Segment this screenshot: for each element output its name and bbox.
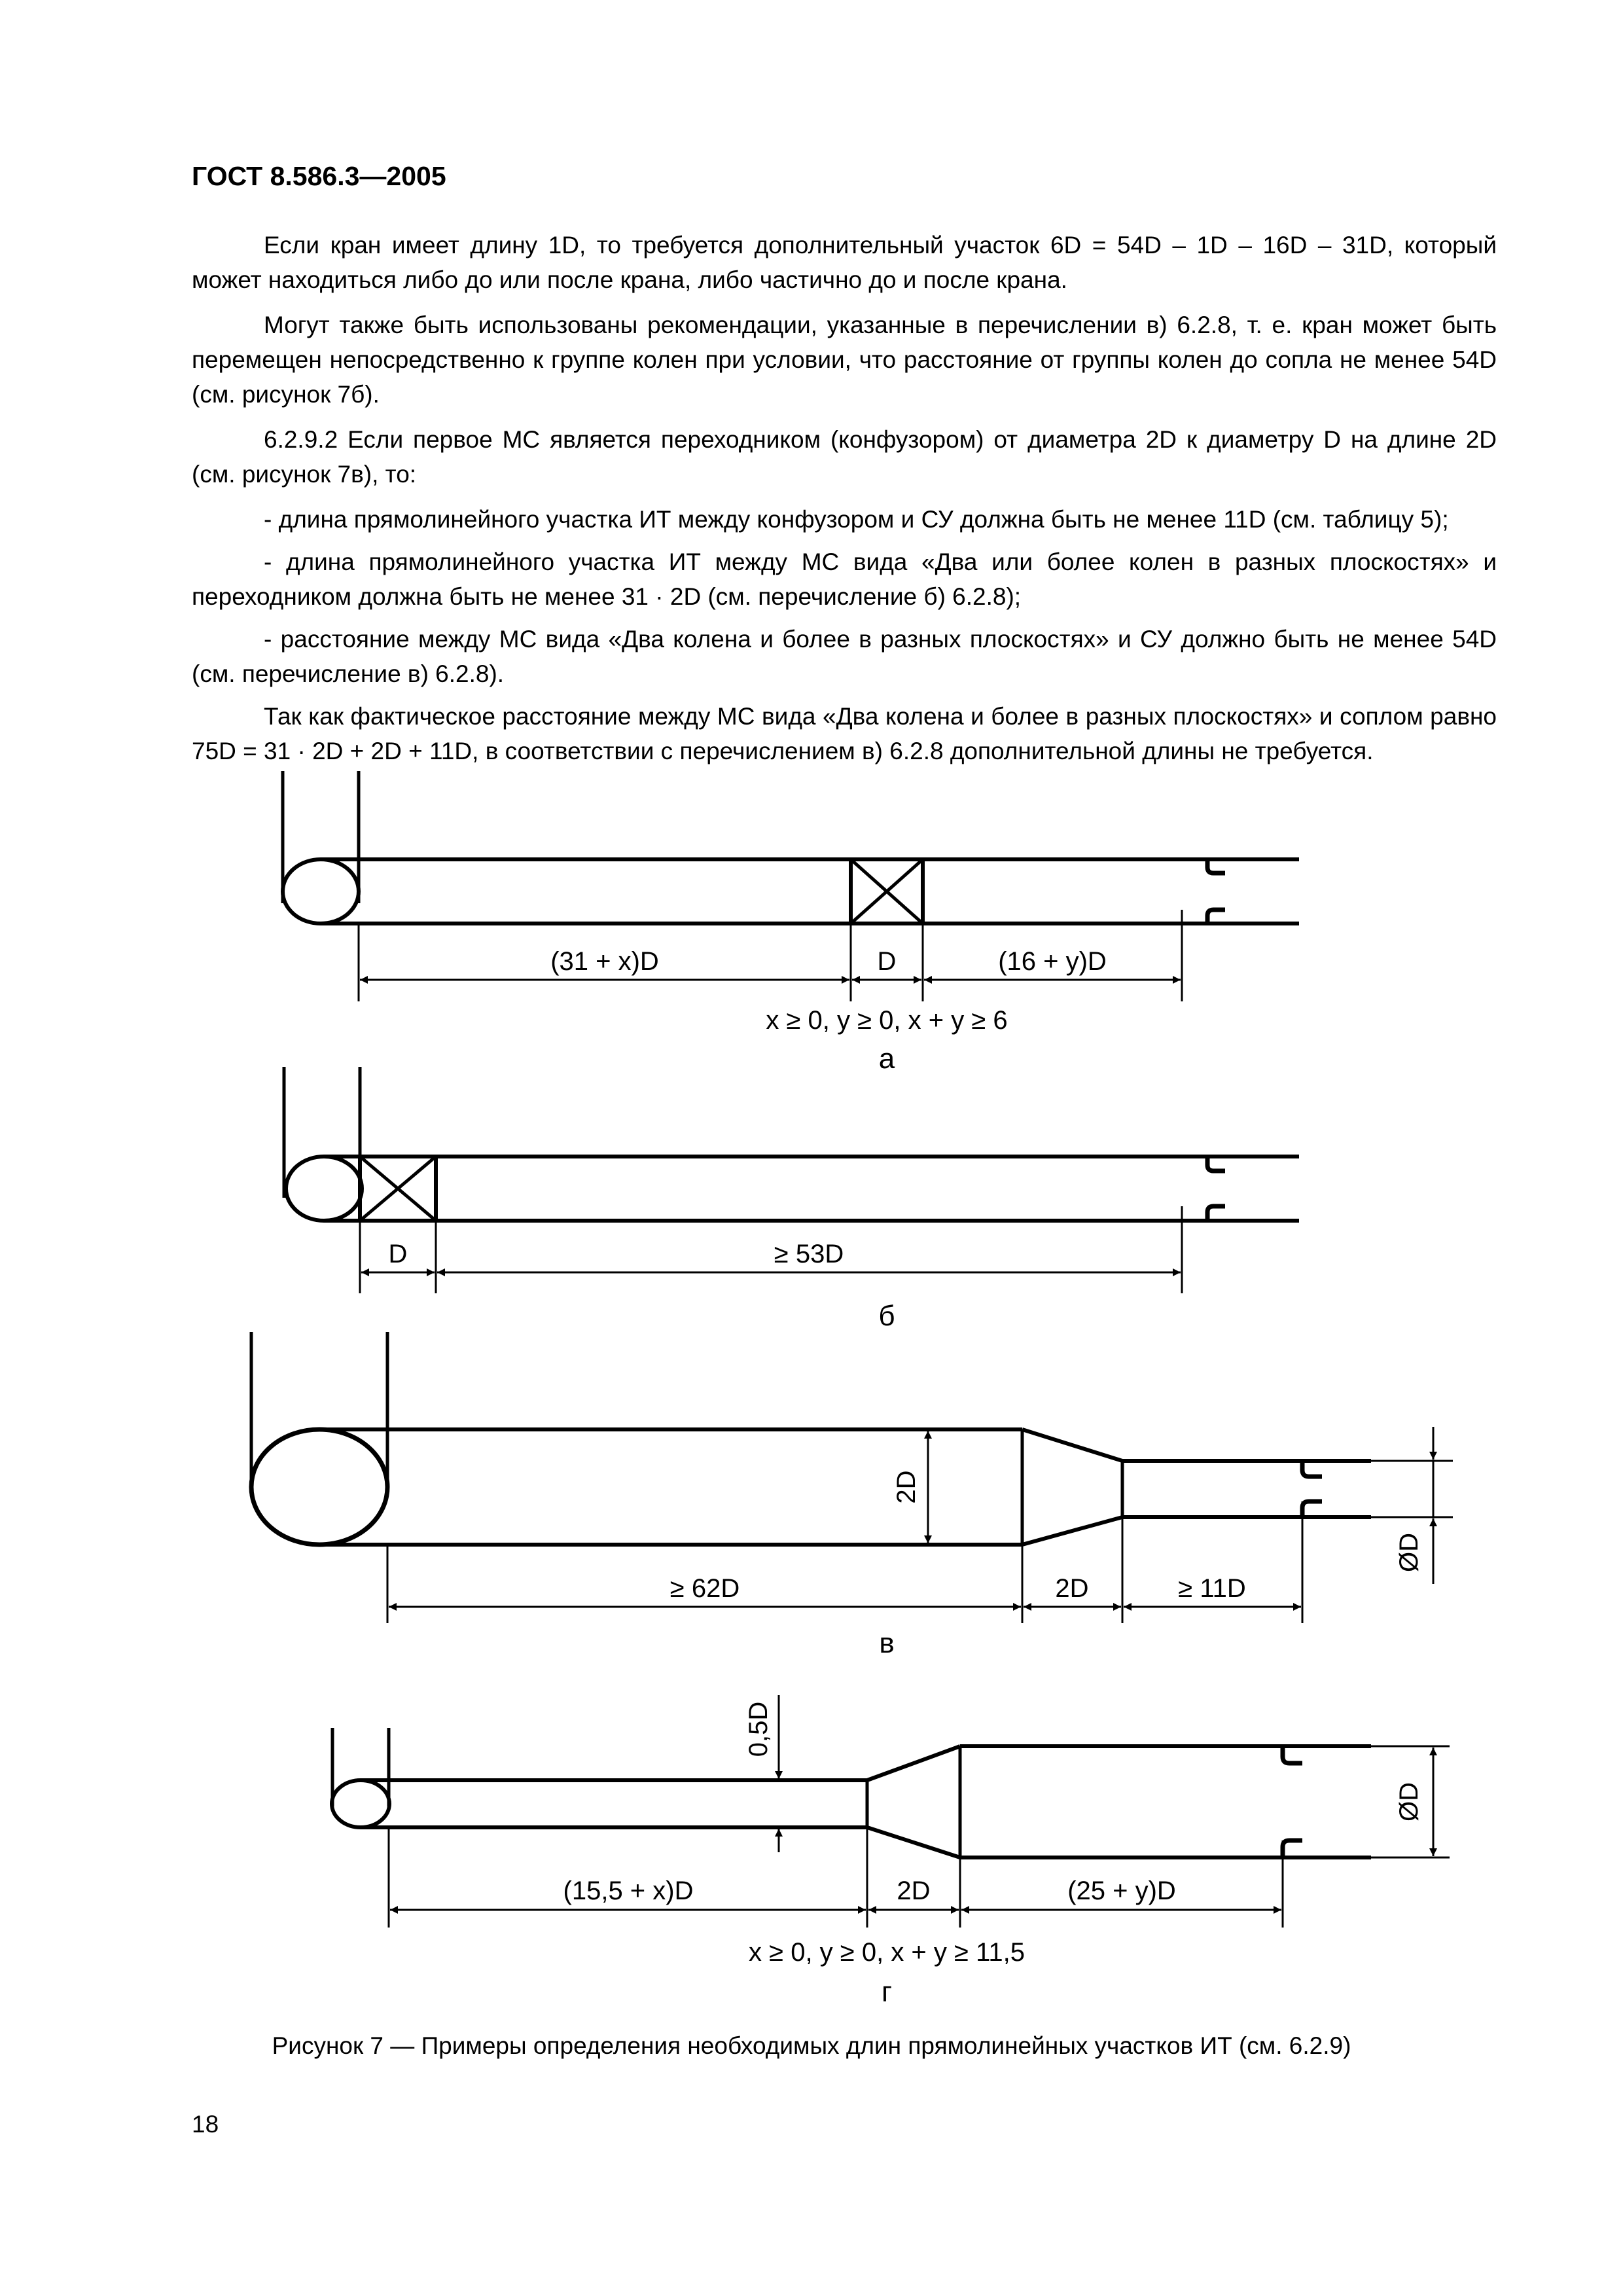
dim-a-1: (31 + x)D bbox=[550, 947, 659, 976]
dim-v-2: 2D bbox=[1055, 1574, 1089, 1603]
dim-g-3: (25 + y)D bbox=[1067, 1876, 1176, 1905]
dim-a-2: D bbox=[877, 947, 897, 976]
diagram-g bbox=[332, 1695, 1450, 1928]
diagram-v bbox=[251, 1332, 1453, 1623]
diameter-v-large: 2D bbox=[892, 1470, 921, 1504]
paragraph: Так как фактическое расстояние между МС вида «Два колена и более в разных плоскостях» и соплом равно 75D = 31 · 2D + 2D + 11D, в соответствии с перечислением в) 6.2.8 дополнительной длины не требуется. bbox=[192, 703, 1497, 764]
document-header: ГОСТ 8.586.3—2005 bbox=[192, 161, 446, 191]
diameter-g-large: ØD bbox=[1395, 1782, 1423, 1821]
list-item: - длина прямолинейного участка ИТ между конфузором и СУ должна быть не менее 11D (см. таблицу 5); bbox=[264, 506, 1449, 533]
label-a: а bbox=[878, 1043, 895, 1075]
dim-b-2: ≥ 53D bbox=[774, 1240, 844, 1268]
figure-caption: Рисунок 7 — Примеры определения необходимых длин прямолинейных участков ИТ (см. 6.2.9) bbox=[272, 2032, 1351, 2059]
condition-a: x ≥ 0, y ≥ 0, x + y ≥ 6 bbox=[766, 1006, 1008, 1035]
list-item: - расстояние между МС вида «Два колена и более в разных плоскостях» и СУ должно быть не менее 54D (см. перечисление в) 6.2.8). bbox=[192, 626, 1497, 687]
label-b: б bbox=[878, 1300, 895, 1332]
dim-b-1: D bbox=[388, 1240, 408, 1268]
dim-g-1: (15,5 + x)D bbox=[563, 1876, 694, 1905]
diameter-v-small: ØD bbox=[1395, 1533, 1423, 1572]
condition-g: x ≥ 0, y ≥ 0, x + y ≥ 11,5 bbox=[749, 1938, 1025, 1967]
dim-v-1: ≥ 62D bbox=[669, 1574, 740, 1603]
list-item: - длина прямолинейного участка ИТ между МС вида «Два или более колен в разных плоскостях» и переходником должна быть не менее 31 · 2D (см. перечисление б) 6.2.8); bbox=[192, 548, 1497, 610]
dim-g-2: 2D bbox=[897, 1876, 931, 1905]
dim-a-3: (16 + y)D bbox=[998, 947, 1107, 976]
label-v: в bbox=[879, 1627, 895, 1659]
paragraph: Если кран имеет длину 1D, то требуется дополнительный участок 6D = 54D – 1D – 16D – 31D, который может находиться либо до или после крана, либо частично до и после крана. bbox=[192, 232, 1497, 293]
page-number: 18 bbox=[192, 2111, 219, 2138]
diagram-a bbox=[283, 771, 1299, 1001]
dim-v-3: ≥ 11D bbox=[1178, 1574, 1246, 1603]
label-g: г bbox=[881, 1976, 893, 2008]
diameter-g-small: 0,5D bbox=[744, 1701, 773, 1757]
paragraph: 6.2.9.2 Если первое МС является переходником (конфузором) от диаметра 2D к диаметру D на длине 2D (см. рисунок 7в), то: bbox=[192, 426, 1497, 488]
paragraph: Могут также быть использованы рекомендации, указанные в перечислении в) 6.2.8, т. е. кран может быть перемещен непосредственно к группе колен при условии, что расстояние от группы колен до сопла не менее 54D (см. рисунок 7б). bbox=[192, 312, 1497, 408]
